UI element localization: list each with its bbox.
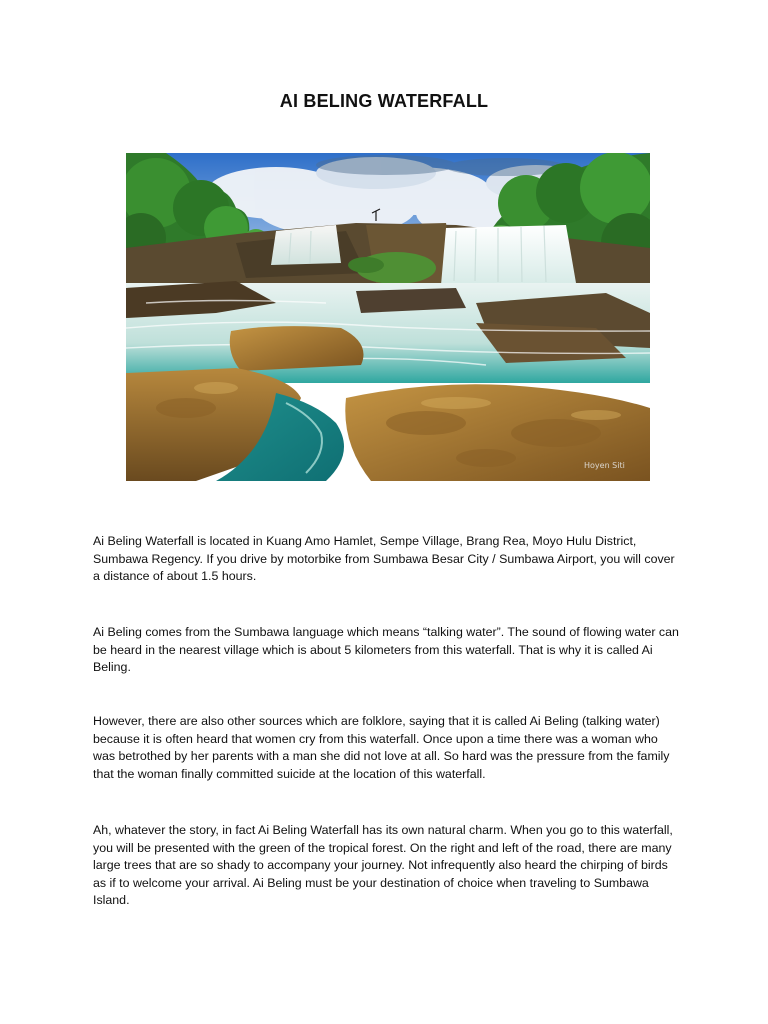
paragraph-name-origin: Ai Beling comes from the Sumbawa language which means “talking water”. The sound of flowing water can be heard in the nearest village which is about 5 kilometers from this waterfall. That is why it is called Ai Beling. — [93, 625, 679, 675]
paragraph-natural-charm: Ah, whatever the story, in fact Ai Beling Waterfall has its own natural charm. When you go to this waterfall, you will be presented with the green of the tropical forest. On the right and left of the road, there are many large trees that are so shady to accompany your journey. Not infrequently also heard the chirping of birds as if to welcome your arrival. Ai Beling must be your destination of choice when traveling to Sumbawa Island. — [93, 823, 673, 908]
paragraph-location: Ai Beling Waterfall is located in Kuang Amo Hamlet, Sempe Village, Brang Rea, Moyo Hulu District, Sumbawa Regency. If you drive by motorbike from Sumbawa Besar City / Sumbawa Airport, you will cover a distance of about 1.5 hours. — [93, 534, 675, 584]
photo-watermark: Hoyen Siti — [584, 461, 625, 470]
paragraph-folklore: However, there are also other sources which are folklore, saying that it is called Ai Beling (talking water) because it is often heard that women cry from this waterfall. Once upon a time there was a woman who was betrothed by her parents with a man she did not love at all. So hard was the pressure from the family that the woman finally committed suicide at the location of this waterfall. — [93, 714, 670, 781]
waterfall-photo — [126, 153, 650, 481]
page-title: AI BELING WATERFALL — [279, 91, 489, 111]
